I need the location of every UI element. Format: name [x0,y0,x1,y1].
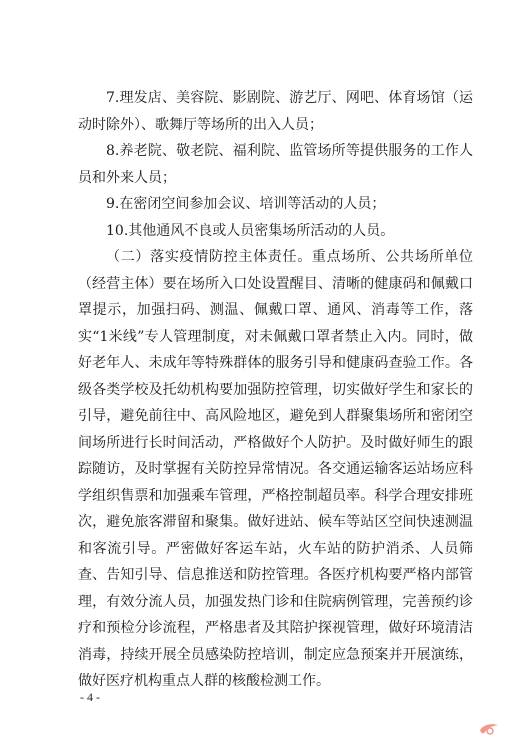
watermark [478,722,500,736]
body-paragraph: （二）落实疫情防控主体责任。重点场所、公共场所单位（经营主体）要在场所入口处设置醒目、清晰的健康码和佩戴口罩提示，加强扫码、测温、佩戴口罩、通风、消毒等工作，落实“1米线”专人管理制度，对未佩戴口罩者禁止入内。同时，做好老年人、未成年等特殊群体的服务引导和健康码查验工作。各级各类学校及托幼机构要加强防控管理，切实做好学生和家长的引导，避免前往中、高风险地区，避免到人群聚集场所和密闭空间场所进行长时间活动，严格做好个人防护。及时做好师生的跟踪随访，及时掌握有关防控异常情况。各交通运输客运站场应科学组织售票和加强乘车管理，严格控制超员率。科学合理安排班次，避免旅客滞留和聚集。做好进站、候车等站区空间快速测温和客流引导。严密做好客运车站，火车站的防护消杀、人员筛查、告知引导、信息推送和防控管理。各医疗机构要严格内部管理，有效分流人员，加强发热门诊和住院病例管理，完善预约诊疗和预检分诊流程，严格患者及其陪护探视管理，做好环境清洁消毒，持续开展全员感染防控培训，制定应急预案并开展演练，做好医疗机构重点人群的核酸检测工作。 [78,249,473,689]
logo-icon [478,722,500,736]
list-item: 9.在密闭空间参加会议、培训等活动的人员； [106,196,386,212]
list-item: 10.其他通风不良或人员密集场所活动的人员。 [106,222,395,239]
document-body [78,85,473,695]
page-number: - 4 - [80,690,100,704]
list-item: 8.养老院、敬老院、福利院、监管场所等提供服务的工作人员和外来人员； [78,143,473,186]
list-item: 7.理发店、美容院、影剧院、游艺厅、网吧、体育场馆（运动时除外）、歌舞厅等场所的出入人员； [78,90,473,133]
